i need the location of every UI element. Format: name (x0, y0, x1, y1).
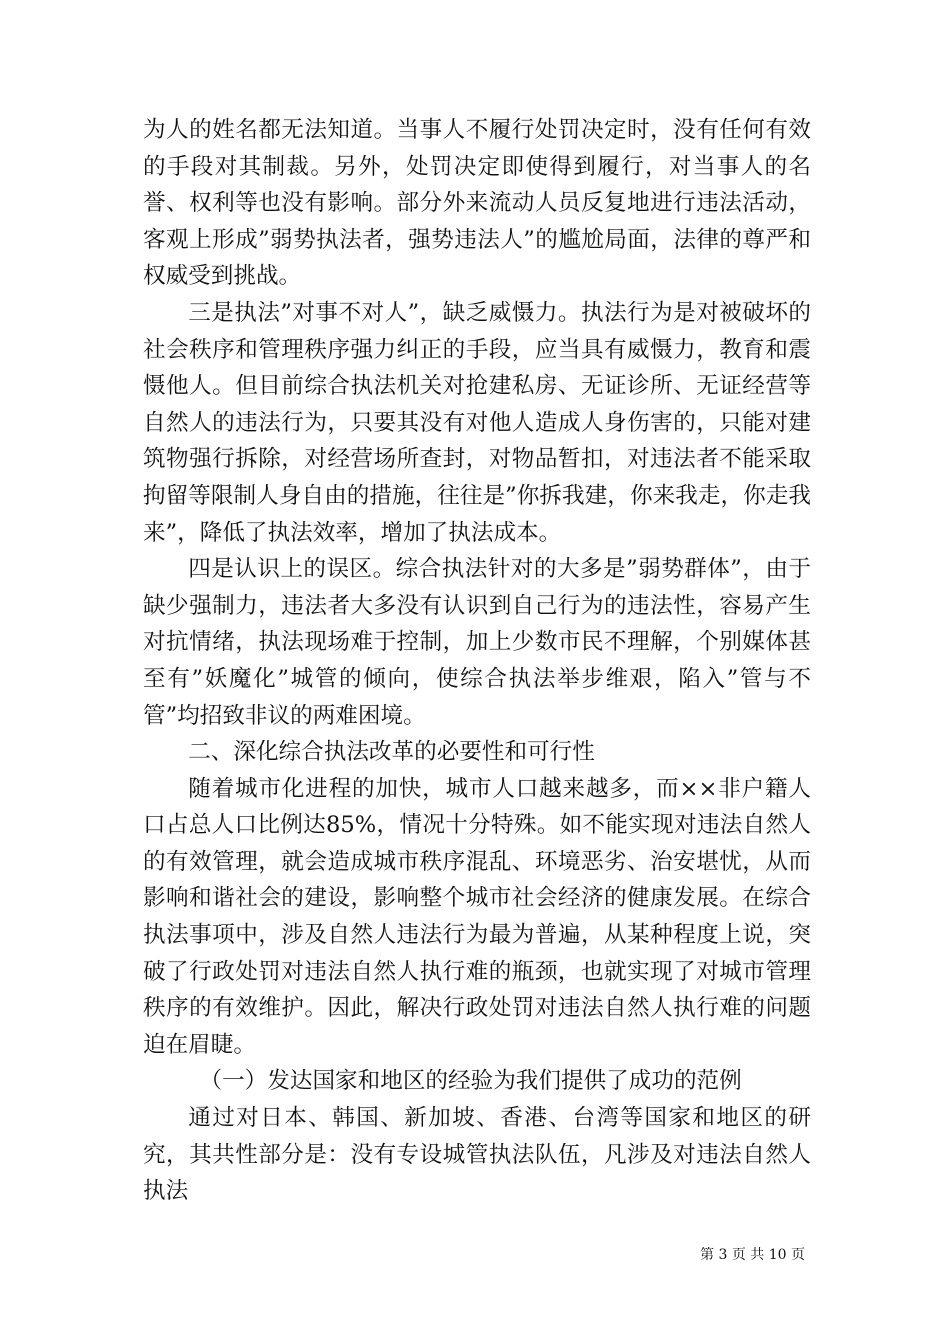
document-body (143, 112, 811, 1210)
section-heading-two: 二、深化综合执法改革的必要性和可行性 (188, 739, 595, 766)
page-number-footer: 第 3 页 共 10 页 (700, 1247, 805, 1263)
paragraph-point-three: 三是执法”对事不对人”，缺乏威慑力。执法行为是对被破坏的社会秩序和管理秩序强力纠正的手段，应当具有威慑力，教育和震慑他人。但目前综合执法机关对抢建私房、无证诊所、无证经营等自然人的违法行为，只要其没有对他人造成人身伤害的，只能对建筑物强行拆除，对经营场所查封，对物品暂扣，对违法者不能采取拘留等限制人身自由的措施，往往是”你拆我建，你来我走，你走我来”，降低了执法效率，增加了执法成本。 (143, 299, 811, 546)
paragraph-point-four: 四是认识上的误区。综合执法针对的大多是”弱势群体”，由于缺少强制力，违法者大多没有认识到自己行为的违法性，容易产生对抗情绪，执法现场难于控制，加上少数市民不理解，个别媒体甚至有”妖魔化”城管的倾向，使综合执法举步维艰，陷入”管与不管”均招致非议的两难困境。 (143, 556, 811, 729)
subsection-heading-one: （一）发达国家和地区的经验为我们提供了成功的范例 (199, 1068, 742, 1095)
paragraph-foreign-experience: 通过对日本、韩国、新加坡、香港、台湾等国家和地区的研究，其共性部分是：没有专设城管执法队伍，凡涉及对违法自然人执法 (143, 1105, 811, 1205)
paragraph-continuation: 为人的姓名都无法知道。当事人不履行处罚决定时，没有任何有效的手段对其制裁。另外，处罚决定即使得到履行，对当事人的名誉、权利等也没有影响。部分外来流动人员反复地进行违法活动，客观上形成”弱势执法者，强势违法人”的尴尬局面，法律的尊严和权威受到挑战。 (143, 117, 811, 290)
paragraph-urbanization: 随着城市化进程的加快，城市人口越来越多，而××非户籍人口占总人口比例达85%，情况十分特殊。如不能实现对违法自然人的有效管理，就会造成城市秩序混乱、环境恶劣、治安堪忧，从而影响和谐社会的建设，影响整个城市社会经济的健康发展。在综合执法事项中，涉及自然人违法行为最为普遍，从某种程度上说，突破了行政处罚对违法自然人执行难的瓶颈，也就实现了对城市管理秩序的有效维护。因此，解决行政处罚对违法自然人执行难的问题迫在眉睫。 (143, 775, 811, 1058)
